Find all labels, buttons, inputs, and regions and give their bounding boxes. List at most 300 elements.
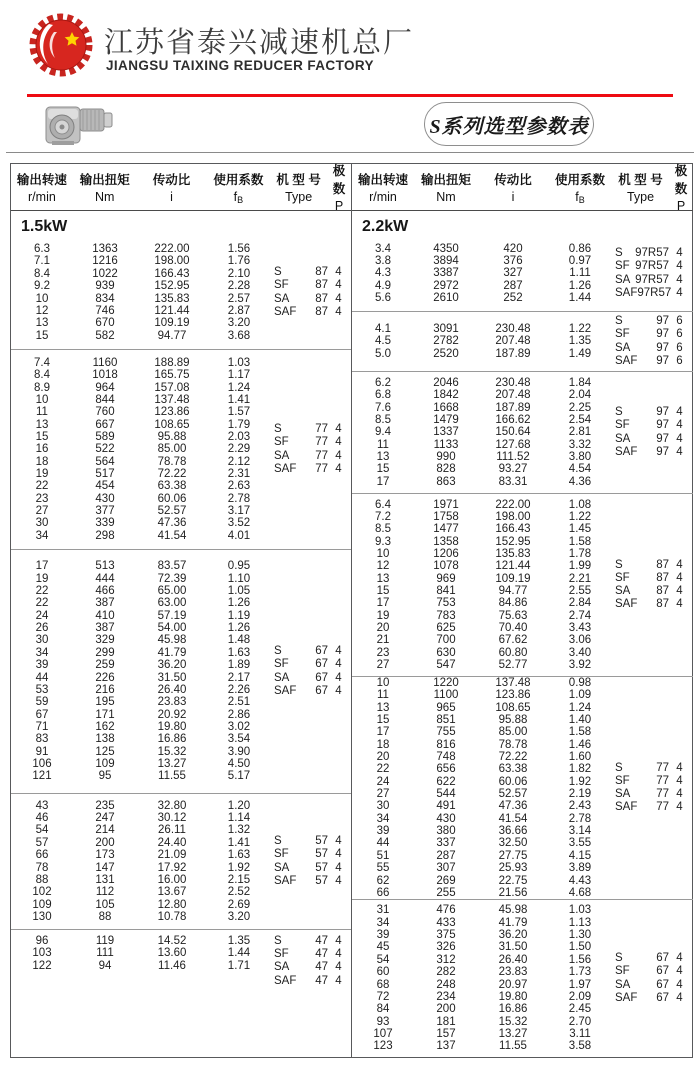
table-row bbox=[352, 499, 612, 511]
block-body bbox=[352, 372, 693, 493]
cell-torque: 1018 bbox=[92, 369, 118, 382]
cell-ratio: 45.98 bbox=[498, 904, 528, 917]
cell-speed: 84 bbox=[376, 1003, 390, 1016]
cell-torque: 339 bbox=[95, 517, 115, 530]
type-row bbox=[613, 979, 692, 992]
cell-torque: 214 bbox=[95, 824, 115, 837]
cell-speed: 107 bbox=[373, 1027, 393, 1040]
cell-ratio: 165.75 bbox=[154, 369, 190, 382]
cell-ratio: 52.57 bbox=[157, 505, 187, 518]
cell-ratio: 16.00 bbox=[157, 873, 187, 886]
cell-speed: 19 bbox=[376, 609, 390, 622]
type-name bbox=[613, 965, 669, 978]
cell-torque: 513 bbox=[95, 560, 115, 573]
cell-torque: 387 bbox=[95, 622, 115, 635]
cell-ratio: 85.00 bbox=[498, 726, 528, 739]
table-row bbox=[352, 875, 612, 887]
gearbox-size-block bbox=[352, 311, 693, 371]
unit-subscript: B bbox=[578, 195, 585, 205]
column-header bbox=[327, 164, 351, 213]
type-group bbox=[272, 266, 351, 319]
table-row bbox=[352, 850, 612, 862]
cell-torque: 476 bbox=[436, 904, 456, 917]
type-name bbox=[613, 559, 669, 572]
type-prefix: SA bbox=[274, 292, 290, 305]
cell-speed: 8.5 bbox=[375, 523, 391, 536]
cell-speed: 26 bbox=[35, 622, 49, 635]
cell-fb: 1.24 bbox=[227, 381, 251, 394]
cell-fb: 1.78 bbox=[568, 547, 592, 560]
poles-value: 4 bbox=[335, 861, 342, 874]
cell-fb: 4.54 bbox=[568, 463, 592, 476]
cell-fb: 1.32 bbox=[227, 824, 251, 837]
cell-fb: 1.14 bbox=[227, 812, 251, 825]
cell-ratio: 15.32 bbox=[498, 1015, 528, 1028]
cell-torque: 95 bbox=[98, 770, 112, 783]
cell-ratio: 157.08 bbox=[154, 381, 190, 394]
type-prefix: SA bbox=[615, 273, 631, 286]
cell-ratio: 41.79 bbox=[498, 916, 528, 929]
type-name bbox=[272, 279, 328, 292]
column-header bbox=[612, 164, 669, 210]
cell-speed: 109 bbox=[32, 898, 52, 911]
cell-fb: 2.78 bbox=[568, 812, 592, 825]
cell-speed: 91 bbox=[35, 745, 49, 758]
cell-speed: 45 bbox=[376, 941, 390, 954]
column-header-unit bbox=[11, 190, 73, 204]
cell-torque: 259 bbox=[95, 659, 115, 672]
cell-ratio: 26.11 bbox=[158, 824, 186, 837]
type-prefix: SAF bbox=[615, 801, 638, 814]
cell-fb: 3.58 bbox=[568, 1040, 592, 1053]
cell-fb: 2.19 bbox=[568, 788, 592, 801]
cell-speed: 7.6 bbox=[375, 401, 391, 414]
table-row bbox=[352, 929, 612, 941]
type-name bbox=[613, 572, 669, 585]
cell-fb: 3.17 bbox=[227, 505, 251, 518]
table-row bbox=[11, 431, 271, 443]
type-group bbox=[613, 315, 692, 368]
cell-fb: 3.52 bbox=[227, 517, 251, 530]
type-name bbox=[613, 598, 669, 611]
cell-torque: 667 bbox=[95, 418, 115, 431]
cell-torque: 630 bbox=[436, 646, 456, 659]
table-row bbox=[352, 776, 612, 788]
table-row bbox=[352, 1040, 612, 1052]
type-row bbox=[613, 419, 692, 432]
column-header-cn: 使用系数 bbox=[554, 173, 605, 187]
cell-torque: 670 bbox=[95, 317, 115, 330]
cell-fb: 2.21 bbox=[568, 572, 592, 585]
table-row bbox=[352, 348, 612, 360]
cell-ratio: 135.83 bbox=[154, 292, 190, 305]
type-prefix: SAF bbox=[615, 286, 638, 299]
cell-speed: 93 bbox=[376, 1015, 390, 1028]
table-row bbox=[11, 733, 271, 745]
table-row bbox=[352, 904, 612, 916]
table-row bbox=[352, 800, 612, 812]
table-row bbox=[352, 837, 612, 849]
cell-fb: 2.03 bbox=[227, 430, 251, 443]
type-prefix: SA bbox=[615, 788, 631, 801]
cell-speed: 10 bbox=[35, 292, 49, 305]
type-prefix: SA bbox=[615, 585, 631, 597]
cell-speed: 6.4 bbox=[375, 498, 391, 511]
cell-speed: 8.4 bbox=[34, 267, 50, 280]
table-row bbox=[11, 560, 271, 572]
type-size: 47 bbox=[315, 974, 328, 987]
cell-fb: 1.09 bbox=[568, 689, 592, 702]
cell-speed: 3.4 bbox=[375, 242, 391, 255]
type-group bbox=[613, 406, 692, 459]
cell-ratio: 25.93 bbox=[498, 862, 528, 875]
type-row bbox=[613, 287, 692, 300]
table-row bbox=[11, 505, 271, 517]
type-size: 87 bbox=[315, 279, 328, 292]
type-prefix: SA bbox=[274, 671, 290, 684]
cell-fb: 3.90 bbox=[227, 745, 251, 758]
type-row bbox=[613, 801, 692, 814]
type-prefix: SAF bbox=[274, 462, 297, 475]
cell-torque: 990 bbox=[436, 451, 456, 464]
cell-fb: 2.29 bbox=[227, 443, 251, 456]
type-size: 97 bbox=[656, 328, 669, 341]
poles-value: 4 bbox=[676, 419, 683, 432]
cell-ratio: 60.06 bbox=[498, 775, 528, 788]
cell-torque: 454 bbox=[95, 480, 115, 493]
cell-ratio: 121.44 bbox=[154, 304, 190, 317]
type-row bbox=[272, 848, 351, 861]
column-header-unit bbox=[478, 190, 548, 204]
cell-ratio: 32.50 bbox=[498, 837, 528, 850]
cell-fb: 1.03 bbox=[227, 356, 251, 369]
type-name bbox=[613, 247, 669, 260]
table-row bbox=[352, 267, 612, 279]
table-row bbox=[352, 1003, 612, 1015]
cell-ratio: 222.00 bbox=[154, 243, 190, 256]
cell-fb: 1.71 bbox=[227, 959, 251, 972]
cell-ratio: 198.00 bbox=[154, 255, 190, 268]
type-name bbox=[613, 419, 669, 432]
cell-speed: 102 bbox=[32, 886, 52, 899]
cell-torque: 94 bbox=[98, 959, 112, 972]
cell-ratio: 60.06 bbox=[157, 492, 187, 505]
poles-value: 4 bbox=[335, 671, 342, 684]
cell-ratio: 22.75 bbox=[498, 874, 528, 887]
type-row bbox=[272, 835, 351, 848]
table-body bbox=[11, 211, 351, 1057]
cell-speed: 7.2 bbox=[375, 510, 391, 523]
cell-torque: 173 bbox=[95, 849, 115, 862]
type-row bbox=[272, 685, 351, 698]
table-row bbox=[11, 622, 271, 634]
type-row bbox=[272, 935, 351, 948]
cell-torque: 329 bbox=[95, 634, 115, 647]
cell-speed: 18 bbox=[376, 738, 390, 751]
column-header bbox=[11, 164, 73, 210]
cell-ratio: 19.80 bbox=[498, 990, 528, 1003]
cell-torque: 828 bbox=[436, 463, 456, 476]
type-size: 67 bbox=[315, 645, 328, 658]
cell-ratio: 376 bbox=[503, 254, 523, 267]
cell-fb: 1.10 bbox=[227, 572, 251, 585]
cell-ratio: 166.43 bbox=[495, 523, 531, 536]
cell-ratio: 230.48 bbox=[495, 322, 531, 335]
power-label: 1.5kW bbox=[21, 218, 68, 235]
cell-torque: 1842 bbox=[433, 389, 459, 402]
cell-ratio: 23.83 bbox=[157, 696, 187, 709]
cell-torque: 298 bbox=[95, 529, 115, 542]
cell-speed: 6.2 bbox=[375, 376, 391, 389]
cell-ratio: 83.31 bbox=[498, 475, 528, 488]
table-row bbox=[11, 911, 271, 923]
cell-speed: 8.4 bbox=[34, 369, 50, 382]
unit-text: f bbox=[233, 190, 238, 204]
cell-ratio: 10.78 bbox=[157, 910, 187, 923]
data-rows bbox=[11, 357, 271, 542]
cell-ratio: 188.89 bbox=[154, 356, 190, 369]
cell-torque: 2046 bbox=[433, 376, 459, 389]
cell-fb: 4.68 bbox=[568, 886, 592, 899]
cell-speed: 60 bbox=[376, 966, 390, 979]
cell-torque: 444 bbox=[95, 572, 115, 585]
cell-ratio: 41.54 bbox=[498, 812, 528, 825]
cell-fb: 2.52 bbox=[227, 886, 251, 899]
table-row bbox=[11, 530, 271, 542]
type-prefix: SF bbox=[615, 419, 630, 432]
cell-fb: 3.32 bbox=[568, 438, 592, 451]
cell-fb: 1.26 bbox=[568, 279, 592, 292]
type-name bbox=[272, 848, 328, 861]
table-row bbox=[11, 406, 271, 418]
type-size: 97 bbox=[656, 406, 669, 419]
column-header-unit bbox=[73, 190, 137, 204]
column-headers bbox=[352, 164, 693, 211]
cell-torque: 3387 bbox=[433, 267, 459, 280]
cell-ratio: 67.62 bbox=[498, 634, 528, 647]
cell-ratio: 70.40 bbox=[498, 622, 528, 635]
type-prefix: SF bbox=[615, 965, 630, 978]
cell-fb: 3.54 bbox=[227, 733, 251, 746]
cell-speed: 22 bbox=[35, 585, 49, 598]
column-header bbox=[414, 164, 478, 210]
column-header-cn: 输出扭矩 bbox=[420, 173, 471, 187]
cell-speed: 4.9 bbox=[375, 279, 391, 292]
table-row bbox=[352, 659, 612, 671]
table-row bbox=[11, 305, 271, 317]
cell-torque: 965 bbox=[436, 701, 456, 714]
poles-value: 4 bbox=[335, 645, 342, 658]
cell-speed: 12 bbox=[376, 560, 390, 573]
unit-text: Nm bbox=[436, 190, 456, 204]
cell-fb: 3.20 bbox=[227, 910, 251, 923]
cell-torque: 200 bbox=[95, 836, 115, 849]
unit-text: P bbox=[334, 199, 344, 213]
cell-fb: 2.78 bbox=[227, 492, 251, 505]
type-size: 97 bbox=[656, 445, 669, 458]
type-prefix: SAF bbox=[274, 874, 297, 887]
cell-ratio: 72.22 bbox=[498, 751, 528, 764]
cell-speed: 39 bbox=[376, 929, 390, 942]
cell-torque: 700 bbox=[436, 634, 456, 647]
type-row bbox=[272, 862, 351, 875]
cell-fb: 1.46 bbox=[568, 738, 592, 751]
cell-ratio: 32.80 bbox=[157, 799, 187, 812]
type-row bbox=[613, 559, 692, 572]
cell-fb: 2.81 bbox=[568, 426, 592, 439]
cell-speed: 13 bbox=[35, 418, 49, 431]
cell-torque: 2782 bbox=[433, 335, 459, 348]
company-name-cn: 江苏省泰兴减速机总厂 bbox=[104, 27, 415, 59]
cell-torque: 157 bbox=[436, 1027, 456, 1040]
cell-torque: 195 bbox=[95, 696, 115, 709]
type-prefix: SAF bbox=[615, 445, 638, 458]
gearbox-size-block bbox=[352, 371, 693, 493]
cell-fb: 1.63 bbox=[227, 646, 251, 659]
cell-fb: 2.57 bbox=[227, 292, 251, 305]
type-name bbox=[272, 450, 328, 463]
poles-value: 4 bbox=[676, 585, 683, 597]
table-row bbox=[352, 825, 612, 837]
gearbox-size-block bbox=[352, 493, 693, 676]
cell-fb: 1.49 bbox=[568, 347, 592, 360]
cell-torque: 216 bbox=[95, 683, 115, 696]
cell-ratio: 57.19 bbox=[157, 609, 187, 622]
table-row bbox=[11, 899, 271, 911]
cell-fb: 1.05 bbox=[227, 585, 251, 598]
cell-ratio: 26.40 bbox=[498, 953, 528, 966]
type-row bbox=[272, 306, 351, 319]
cell-speed: 13 bbox=[35, 317, 49, 330]
cell-fb: 3.43 bbox=[568, 622, 592, 635]
type-size: 77 bbox=[656, 788, 669, 801]
table-column-2-2kw bbox=[352, 164, 693, 1057]
cell-fb: 1.56 bbox=[568, 953, 592, 966]
cell-fb: 1.60 bbox=[568, 751, 592, 764]
cell-torque: 109 bbox=[95, 757, 115, 770]
cell-ratio: 19.80 bbox=[157, 720, 187, 733]
type-row bbox=[272, 645, 351, 658]
poles-value: 4 bbox=[676, 978, 683, 991]
cell-torque: 1133 bbox=[433, 438, 459, 451]
poles-value: 4 bbox=[676, 445, 683, 458]
cell-torque: 851 bbox=[436, 714, 456, 727]
cell-speed: 23 bbox=[376, 646, 390, 659]
cell-fb: 2.54 bbox=[568, 413, 592, 426]
cell-fb: 0.86 bbox=[568, 242, 592, 255]
cell-speed: 17 bbox=[376, 475, 390, 488]
table-row bbox=[352, 511, 612, 523]
cell-speed: 3.8 bbox=[375, 254, 391, 267]
type-size: 67 bbox=[315, 671, 328, 684]
cell-fb: 4.15 bbox=[568, 849, 592, 862]
cell-speed: 5.6 bbox=[375, 292, 391, 305]
cell-torque: 844 bbox=[95, 393, 115, 406]
cell-speed: 51 bbox=[376, 849, 390, 862]
cell-fb: 4.36 bbox=[568, 475, 592, 488]
cell-torque: 746 bbox=[95, 304, 115, 317]
cell-fb: 1.73 bbox=[568, 966, 592, 979]
cell-ratio: 63.38 bbox=[157, 480, 187, 493]
type-row bbox=[272, 450, 351, 463]
cell-fb: 3.14 bbox=[568, 825, 592, 838]
type-prefix: SA bbox=[615, 341, 631, 354]
cell-torque: 964 bbox=[95, 381, 115, 394]
cell-fb: 1.35 bbox=[568, 335, 592, 348]
cell-torque: 3894 bbox=[433, 254, 459, 267]
cell-ratio: 123.86 bbox=[495, 689, 531, 702]
poles-value: 4 bbox=[676, 774, 683, 787]
cell-fb: 1.84 bbox=[568, 376, 592, 389]
cell-torque: 112 bbox=[95, 886, 115, 899]
table-row bbox=[352, 389, 612, 401]
type-prefix: S bbox=[615, 761, 623, 774]
table-row bbox=[352, 463, 612, 475]
cell-fb: 2.10 bbox=[227, 267, 251, 280]
column-header bbox=[137, 164, 207, 210]
cell-speed: 13 bbox=[376, 701, 390, 714]
type-row bbox=[613, 585, 692, 598]
type-row bbox=[272, 948, 351, 961]
cell-speed: 44 bbox=[35, 671, 49, 684]
poles-value: 4 bbox=[335, 835, 342, 848]
type-size: 87 bbox=[315, 292, 328, 305]
table-row bbox=[11, 480, 271, 492]
cell-ratio: 31.50 bbox=[157, 671, 187, 684]
cell-ratio: 94.77 bbox=[498, 585, 528, 597]
poles-value: 4 bbox=[676, 286, 683, 299]
cell-speed: 15 bbox=[35, 430, 49, 443]
cell-ratio: 12.80 bbox=[157, 898, 187, 911]
type-name bbox=[272, 266, 328, 279]
cell-torque: 282 bbox=[436, 966, 456, 979]
cell-fb: 2.55 bbox=[568, 585, 592, 597]
cell-speed: 54 bbox=[35, 824, 49, 837]
table-row bbox=[11, 659, 271, 671]
cell-speed: 22 bbox=[35, 480, 49, 493]
cell-ratio: 63.00 bbox=[157, 597, 187, 610]
cell-ratio: 47.36 bbox=[157, 517, 187, 530]
cell-speed: 106 bbox=[32, 757, 52, 770]
cell-ratio: 11.55 bbox=[158, 770, 186, 783]
cell-ratio: 31.50 bbox=[498, 941, 528, 954]
table-row bbox=[11, 770, 271, 782]
company-name-en: JIANGSU TAIXING REDUCER FACTORY bbox=[106, 58, 374, 73]
cell-torque: 3091 bbox=[433, 322, 459, 335]
type-size: 57 bbox=[315, 848, 328, 861]
table-row bbox=[352, 402, 612, 414]
cell-speed: 123 bbox=[373, 1040, 393, 1053]
type-row bbox=[613, 355, 692, 368]
cell-torque: 753 bbox=[436, 597, 456, 610]
type-prefix: SA bbox=[274, 449, 290, 462]
type-row bbox=[613, 952, 692, 965]
cell-fb: 1.08 bbox=[568, 498, 592, 511]
cell-fb: 2.12 bbox=[227, 455, 251, 468]
cell-fb: 2.04 bbox=[568, 389, 592, 402]
block-body bbox=[352, 677, 693, 899]
cell-torque: 1363 bbox=[92, 243, 118, 256]
cell-fb: 1.82 bbox=[568, 763, 592, 776]
table-row bbox=[11, 874, 271, 886]
poles-value: 4 bbox=[676, 761, 683, 774]
data-rows bbox=[352, 904, 612, 1052]
table-row bbox=[352, 763, 612, 775]
table-row bbox=[11, 960, 271, 972]
column-header-unit bbox=[137, 190, 207, 204]
column-header-cn: 输出转速 bbox=[357, 173, 408, 187]
cell-torque: 1100 bbox=[433, 689, 459, 702]
